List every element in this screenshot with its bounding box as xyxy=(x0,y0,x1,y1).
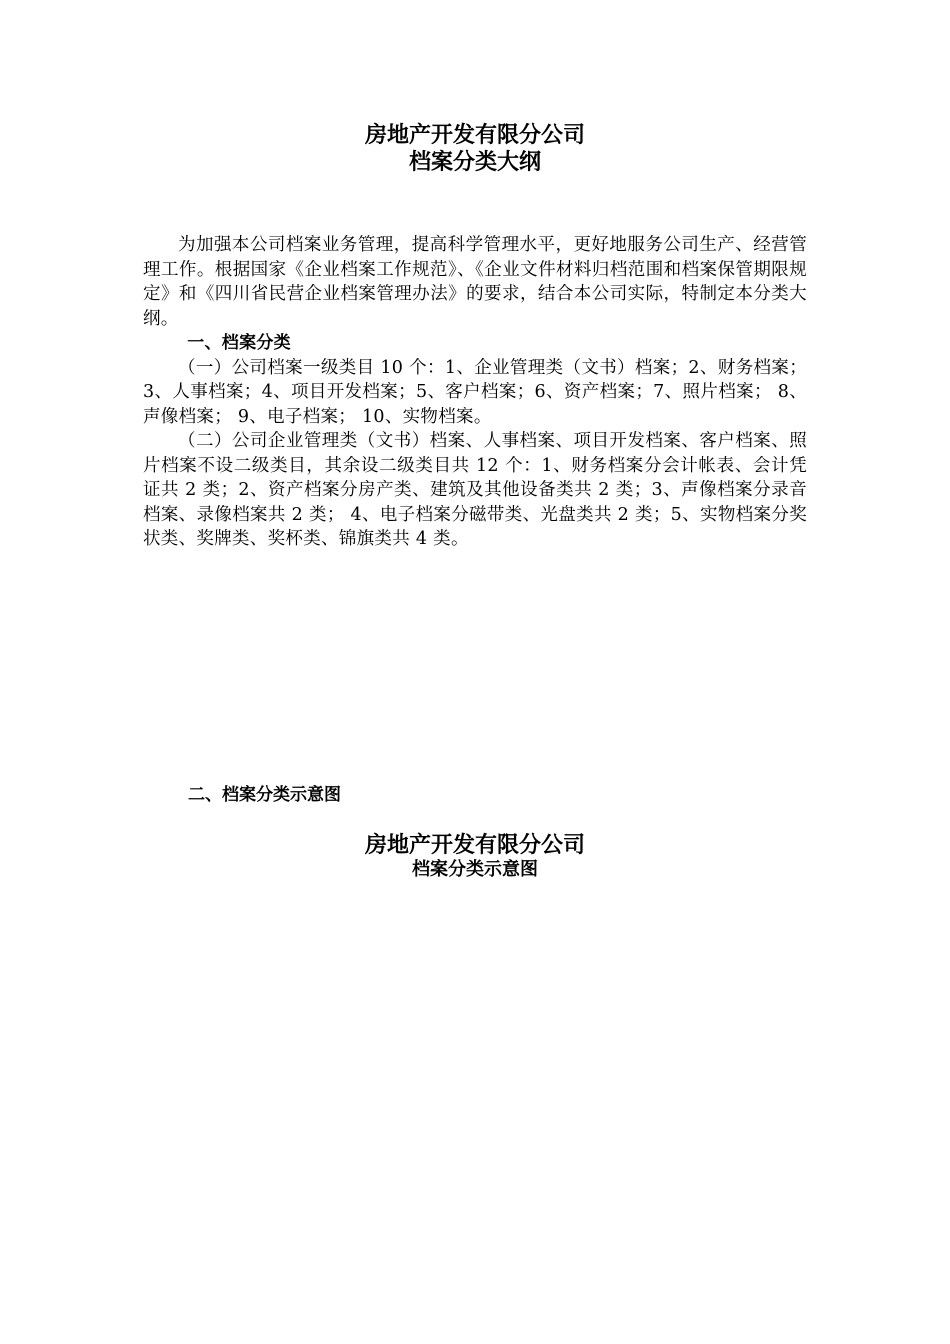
document-title xyxy=(0,122,950,176)
diagram-subtitle: 档案分类示意图 xyxy=(412,859,538,880)
diagram-title xyxy=(0,832,950,881)
company-name: 房地产开发有限分公司 xyxy=(364,123,585,148)
intro-paragraph: 为加强本公司档案业务管理，提高科学管理水平，更好地服务公司生产、经营管理工作。根据国家《企业档案工作规范》、《企业文件材料归档范围和档案保管期限规定》和《四川省民营企业档案管理办法》的要求，结合本公司实际，特制定本分类大纲。 xyxy=(143,235,807,329)
diagram-company-name: 房地产开发有限分公司 xyxy=(364,833,585,858)
document-body xyxy=(143,233,807,552)
section-2-heading: 二、档案分类示意图 xyxy=(188,785,341,805)
section-1-heading: 一、档案分类 xyxy=(187,333,291,353)
section-1-paragraph-1: （一）公司档案一级类目 10 个：1、企业管理类（文书）档案；2、财务档案；3、人事档案；4、项目开发档案；5、客户档案；6、资产档案；7、照片档案； 8、声像档案； 9、电子档案； 10、实物档案。 xyxy=(143,357,807,427)
outline-title: 档案分类大纲 xyxy=(408,150,541,175)
section-1-paragraph-2: （二）公司企业管理类（文书）档案、人事档案、项目开发档案、客户档案、照片档案不设二级类目，其余设二级类目共 12 个：1、财务档案分会计帐表、会计凭证共 2 类；2、资产档案分房产类、建筑及其他设备类共 2 类；3、声像档案分录音档案、录像档案共 2 类； 4、电子档案分磁带类、光盘类共 2 类；5、实物档案分奖状类、奖牌类、奖杯类、锦旗类共 4 类。 xyxy=(143,431,807,549)
